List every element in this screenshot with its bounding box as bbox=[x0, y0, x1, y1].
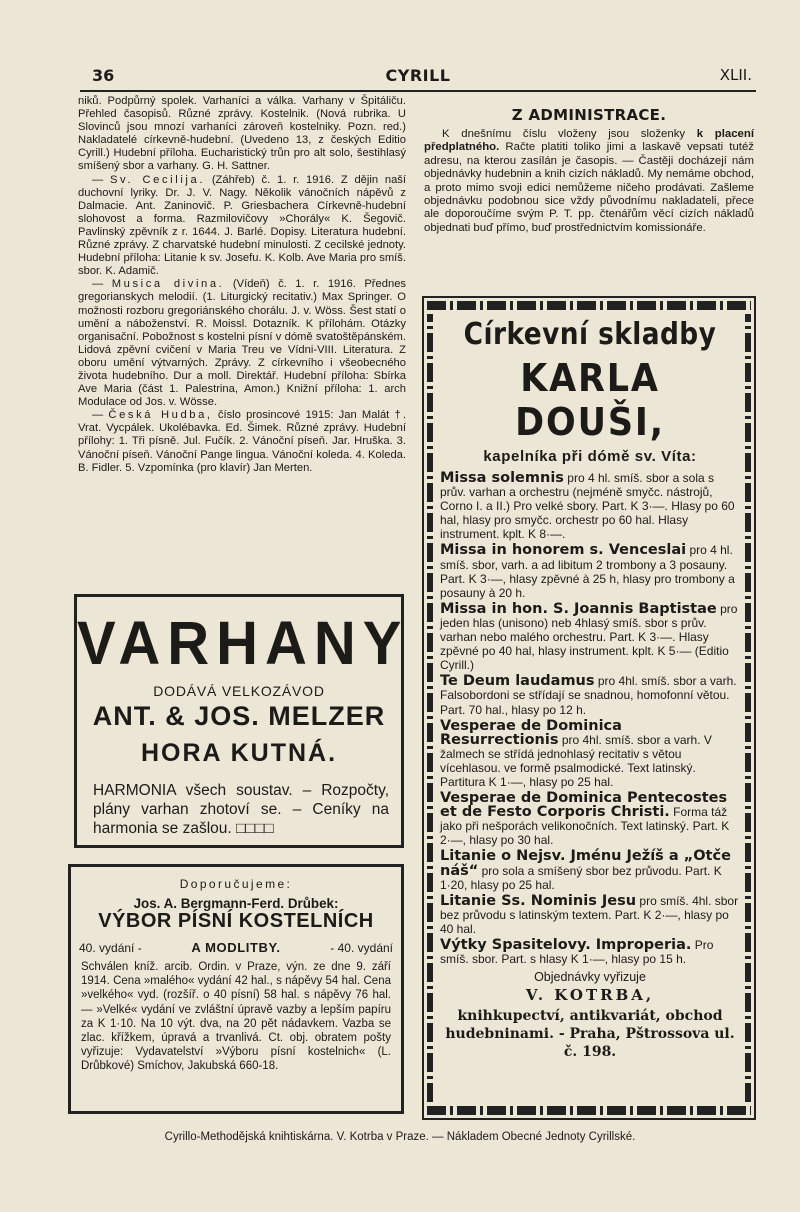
composition-title: Vesperae de Dominica Resurrectionis bbox=[440, 717, 622, 748]
ad-edition-line bbox=[79, 941, 393, 955]
composition-list bbox=[440, 471, 740, 966]
composition-title: Te Deum laudamus bbox=[440, 673, 595, 690]
ad-body: Schválen kníž. arcib. Ordin. v Praze, výn. ze dne 9. září 1914. Cena »malého« vydání 42 hal., s nápěvy 54 hal. Cena »velkého« vyd. (rozšíř. o 40 písní) 58 hal. s nápěvy 76 hal. — »Velké« vydání ve zvláštní úpravě vazby a lepším papíru za K 1·10. Na 10 výt. dva, na 20 pět nádavkem. Vazba se zlac. křížkem, úpravá a trvanlivá. Ct. obj. obratem pošty vyřizuje: Vydavatelství »Výboru písní kostelnich« (L. Drůbkové) Smíchov, Jakubská 660-18. bbox=[81, 961, 391, 1073]
composition-entry bbox=[440, 543, 740, 599]
composition-details: pro 4hl. smíš. sbor a varh. V žalmech se střídá jednohlasý recitativ s větou vícehlasou. ve formě psalmodické. Text latinský. Partitura K 1·—, hlasy po 25 hal. bbox=[440, 732, 712, 789]
notice-text: Račte platiti toliko jimi a laskavě vepsati tutéž adresu, na kterou zasílán je časopis. — Častěji docházejí nám objednávky hudebnin a knih cizích nákladů. My nemáme obchod, a proto mimo svoji edici nemůžeme ničeho prodávati. Zašleme objednávku podobnou sice vždy původnímu nakladateli, přece ale doporoučíme svým P. T. pp. čtenářům věcí cizích nákladů objednati buď přímo, buď prostřednictvím komissionáře. bbox=[424, 141, 754, 234]
review-text: (Vídeň) č. 1. r. 1916. Přednes gregorianskych melodií. (1. Liturgický recitativ.) Max Springer. O možnosti rozboru gregoriánského chorálu. J. v. Wöss. Šest statí o umění a náboženství. R. Moissl. Dotazník. K přílohám. Otázky organisační. Pobožnost s kostelni písní v dómě svatoštěpánském. Lidová zpěvní cvičení v Maria Treu ve Vídni-VIII. Literatura. Z oboru umění výtvarných. Zprávy. Z církevního i všeobecného života hudebního. Dur a moll. Direktář. Hudební příloha: Sbírka Ave Maria (část 1. Palestrina, Amon.) Knižní příloha: 1. arch Modulace od Jos. v. Wösse. bbox=[78, 278, 407, 409]
composition-details: pro 4 hl. smíš. sbor a sola s prův. varhan a orchestru (nejméně smyčc. nástrojů, Corno I. a II.) Pro velké sbory. Part. K 3·—. Hlasy po 60 hal, hlasy pro smyčc. orchestr po 60 hal. Hlasy instrument. kplt. K 8·—. bbox=[440, 471, 735, 542]
ornament-border bbox=[427, 301, 751, 310]
composition-details: pro 4hl. smíš. sbor a varh. Falsobordoni se střídají se snadnou, homofonní větou. Part. 70 hal., hlasy po 12 h. bbox=[440, 674, 737, 717]
review-paragraph: — Česká Hudba, číslo prosincové 1915: Jan Malát †. Vrat. Vycpálek. Ukolébavka. Ed. Šimek. Různé zprávy. Hudební přílohy: 1. Tři písně. Jul. Fučík. 2. Vánoční píseň. Jar. Hruška. 3. Vánoční píseň. Vánoční Pange lingua. Vánoční koleda. 4. Koleda. B. Fidler. 5. Vzpomínka (pro klavír) Jan Merten. bbox=[78, 409, 406, 474]
ornament-border bbox=[427, 314, 433, 1102]
composition-entry bbox=[440, 894, 740, 936]
edition-right: - 40. vydání bbox=[330, 941, 393, 955]
review-paragraph: — Musica divina. (Vídeň) č. 1. r. 1916. Přednes gregorianskych melodií. (1. Liturgický recitativ.) Max Springer. O možnosti rozboru gregoriánského chorálu. J. v. Wöss. Šest statí o umění a náboženství. R. Moissl. Dotazník. K přílohám. Otázky organisační. Pobožnost s kostelni písní v dómě svatoštěpánském. Lidová zpěvní cvičení v Maria Treu ve Vídni-VIII. Literatura. Z oboru umění výtvarných. Zprávy. Z církevního i všeobecného života hudebního. Dur a moll. Direktář. Hudební příloha: Sbírka Ave Maria (část 1. Palestrina, Amon.) Knižní příloha: 1. arch Modulace od Jos. v. Wösse. bbox=[78, 278, 407, 409]
publisher-name: V. KOTRBA, bbox=[525, 986, 655, 1005]
page-number: 36 bbox=[92, 66, 115, 85]
composition-title: Litanie o Nejsv. Jménu Ježíš a „Otče náš“ bbox=[440, 848, 731, 879]
composition-details: Pro smíš. sbor. Part. s hlasy K 1·—, hlasy po 15 h. bbox=[440, 938, 714, 967]
composition-details: pro 4 hl. smíš. sbor, varh. a ad libitum 2 trombony a 3 posauny. Part. K 3·—, hlasy zpěvné à 25 h, hlasy pro trombony a posauny à 20 h. bbox=[440, 543, 735, 600]
ad-book-subtitle: A MODLITBY. bbox=[191, 940, 281, 955]
composition-details: pro jeden hlas (unisono) neb 4hlasý smíš. sbor s prův. varhan nebo malého orchestru. Part. K 3·—. Hlasy zpěvné po 40 hal, hlasy instrument. kplt. K 5·— (Editio Cyrill.) bbox=[440, 601, 738, 673]
ad-recommend: Doporučujeme: bbox=[179, 877, 293, 891]
ad-publisher: Jos. A. Bergmann-Ferd. Drůbek: bbox=[133, 896, 339, 911]
periodical-name: Česká Hudba, bbox=[108, 409, 213, 422]
composition-details: Forma táž jako při nešporách velikonočních. Text latinský. Part. K 2·—, hlasy po 30 hal. bbox=[440, 805, 730, 848]
composition-title: Výtky Spasitelovy. Improperia. bbox=[440, 937, 692, 953]
composition-details: pro smíš. 4hl. sbor bez průvodu s latinským textem. Part. K 2·—, hlasy po 40 hal. bbox=[440, 893, 739, 936]
ad-supplier: DODÁVÁ VELKOZÁVOD bbox=[153, 683, 325, 699]
review-paragraph: — Sv. Cecilija. (Záhřeb) č. 1. r. 1916. Z dějin naší duchovní lyriky. Dr. J. V. Nagy. Několik vánočních nápěvů z Dalmacie. Ant. Zaninovič. P. Griesbachera Církevně-hudební slohovost a forma. Razmilovičovy »Chorály« K. Šegovič. Pavlinský zpěvník z r. 1644. J. Barlé. Dopisy. Literatura hudební. Různé zprávy. Z charvatské hudební minulosti. Z cecilské jednoty. Hudební příloha: Litanie k sv. Josefu. K. Kolb. Ave Maria pro smíš. sbor. K. Adamič. bbox=[78, 173, 406, 278]
notice-paragraph bbox=[424, 128, 754, 235]
ad-book-title: VÝBOR PÍSNÍ KOSTELNÍCH bbox=[98, 910, 374, 932]
ad-description: HARMONIA všech soustav. – Rozpočty, plány varhan zhotoví se. – Ceníky na harmonia se zašlou. □□□□ bbox=[93, 782, 389, 837]
composition-title: Vesperae de Dominica Pentecostes et de Festo Corporis Christi. bbox=[440, 790, 728, 821]
compositions-ad bbox=[440, 318, 740, 1061]
composer-name: KARLA DOUŠI, bbox=[515, 356, 665, 444]
administration-notice bbox=[424, 128, 754, 235]
composition-entry bbox=[440, 791, 740, 847]
publisher-address: knihkupectví, antikvariát, obchod hudebninami. - Praha, Pštrossova ul. č. 198. bbox=[445, 1008, 735, 1061]
periodicals-review bbox=[78, 95, 406, 475]
header-rule bbox=[80, 90, 756, 92]
ad-firm-name: ANT. & JOS. MELZER bbox=[92, 701, 386, 731]
composition-title: Litanie Ss. Nominis Jesu bbox=[440, 892, 637, 909]
journal-title: CYRILL bbox=[385, 66, 451, 85]
notice-text: K dnešnímu číslu vloženy jsou složenky bbox=[442, 128, 697, 140]
organ-builder-ad bbox=[74, 594, 409, 848]
songbook-ad bbox=[68, 864, 404, 1114]
order-label: Objednávky vyřizuje bbox=[534, 970, 646, 985]
composition-entry bbox=[440, 471, 740, 541]
ornament-border bbox=[427, 1106, 751, 1115]
composition-entry bbox=[440, 674, 740, 716]
review-text: číslo prosincové 1915: Jan Malát †. Vrat. Vycpálek. Ukolébavka. Ed. Šimek. Různé zprávy. Hudební přílohy: 1. Tři písně. Jul. Fučík. 2. Vánoční píseň. Jar. Hruška. 3. Vánoční píseň. Vánoční Pange lingua. Vánoční koleda. 4. Koleda. B. Fidler. 5. Vzpomínka (pro klavír) Jan Merten. bbox=[78, 409, 406, 474]
review-paragraph: niků. Podpůrný spolek. Varhaníci a válka. Varhany v Špitáliču. Přehled časopisů. Různé zprávy. Kostelnik. (Nová rubrika. U Slovinců jsou mnozí varhaníci zároveň kostelniky. Pozn. red.) Nakladatelé církevně-hudební. (Uvedeno 13, z českých Editio Cyrill.) Hudební příloha. Eucharistický trůn pro alt solo, šestihlasý smíšený sbor a varhany. G. H. Sattner. bbox=[78, 95, 406, 173]
composer-title: kapelníka při dómě sv. Víta: bbox=[483, 448, 697, 465]
composition-entry bbox=[440, 602, 740, 672]
composition-entry bbox=[440, 719, 740, 789]
ad-title: Církevní skladby bbox=[463, 317, 717, 352]
composition-entry bbox=[440, 849, 740, 891]
composition-entry bbox=[440, 938, 740, 966]
edition-left: 40. vydání - bbox=[79, 941, 142, 955]
page-header bbox=[80, 64, 756, 88]
ornament-border bbox=[745, 314, 751, 1102]
composition-title: Missa in honorem s. Venceslai bbox=[440, 542, 687, 559]
periodical-name: Musica divina. bbox=[111, 278, 225, 291]
section-title: Z ADMINISTRACE. bbox=[511, 106, 667, 124]
composition-title: Missa solemnis bbox=[440, 470, 564, 486]
ad-city: HORA KUTNÁ. bbox=[140, 739, 338, 767]
printer-imprint: Cyrillo-Methodějská knihtiskárna. V. Kotrba v Praze. — Nákladem Obecné Jednoty Cyrillské. bbox=[164, 1131, 636, 1143]
composition-details: pro sola a smíšený sbor bez průvodu. Part. K 1·20, hlasy po 25 hal. bbox=[440, 863, 722, 892]
composition-title: Missa in hon. S. Joannis Baptistae bbox=[440, 600, 717, 617]
volume-number: XLII. bbox=[719, 66, 752, 84]
review-text: (Záhřeb) č. 1. r. 1916. Z dějin naší duchovní lyriky. Dr. J. V. Nagy. Několik vánočních nápěvů z Dalmacie. Ant. Zaninovič. P. Griesbachera Církevně-hudební slohovost a forma. Razmilovičovy »Chorály« K. Šegovič. Pavlinský zpěvník z r. 1644. J. Barlé. Dopisy. Literatura hudební. Různé zprávy. Z charvatské hudební minulosti. Z cecilské jednoty. Hudební příloha: Litanie k sv. Josefu. K. Kolb. Ave Maria pro smíš. sbor. K. Adamič. bbox=[78, 173, 406, 278]
ad-headline: VARHANY bbox=[77, 609, 409, 678]
periodical-name: Sv. Cecilija. bbox=[109, 173, 206, 186]
notice-emphasis: k placení předplatného. bbox=[424, 128, 754, 154]
